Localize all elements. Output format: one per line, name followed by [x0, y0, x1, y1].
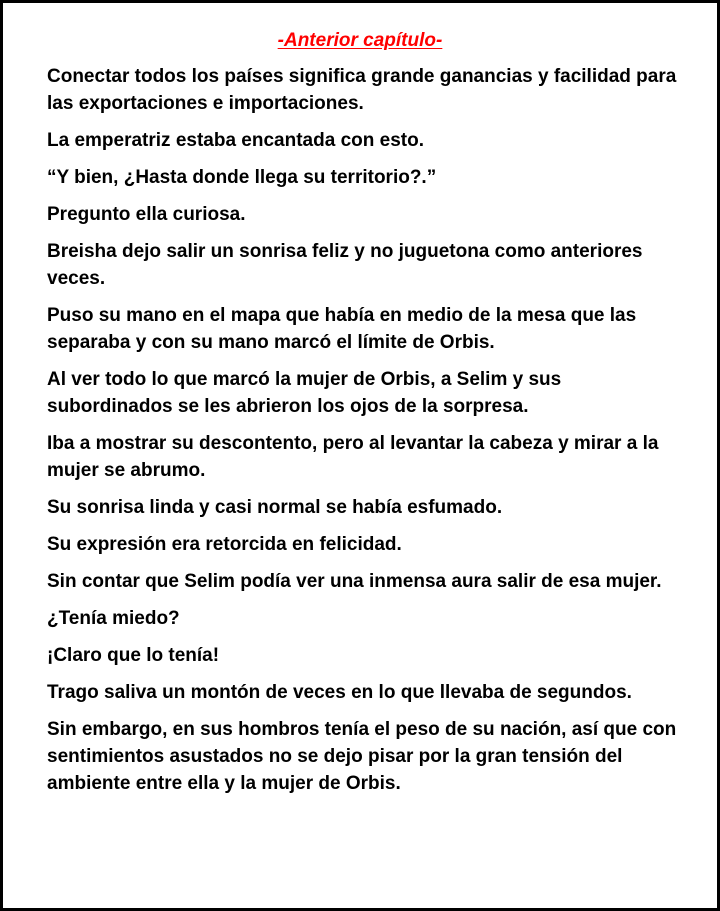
- paragraph: Iba a mostrar su descontento, pero al levantar la cabeza y mirar a la mujer se abrumo.: [47, 433, 659, 481]
- paragraph: Pregunto ella curiosa.: [47, 204, 246, 225]
- paragraph: Su sonrisa linda y casi normal se había esfumado.: [47, 497, 503, 518]
- paragraph: La emperatriz estaba encantada con esto.: [47, 130, 424, 151]
- chapter-title: -Anterior capítulo-: [277, 30, 443, 51]
- document-body: [47, 63, 687, 807]
- paragraph: ¿Tenía miedo?: [47, 608, 180, 629]
- paragraph: Puso su mano en el mapa que había en medio de la mesa que las separaba y con su mano marcó el límite de Orbis.: [47, 305, 637, 353]
- paragraph: Sin embargo, en sus hombros tenía el peso de su nación, así que con sentimientos asustados no se dejo pisar por la gran tensión del ambiente entre ella y la mujer de Orbis.: [47, 719, 677, 794]
- paragraph: Breisha dejo salir un sonrisa feliz y no juguetona como anteriores veces.: [47, 241, 643, 289]
- paragraph: ¡Claro que lo tenía!: [47, 645, 220, 666]
- paragraph: Al ver todo lo que marcó la mujer de Orbis, a Selim y sus subordinados se les abrieron los ojos de la sorpresa.: [47, 369, 562, 417]
- paragraph: Conectar todos los países significa grande ganancias y facilidad para las exportaciones e importaciones.: [47, 66, 677, 114]
- paragraph: “Y bien, ¿Hasta donde llega su territorio?.”: [47, 167, 437, 188]
- paragraph: Su expresión era retorcida en felicidad.: [47, 534, 402, 555]
- paragraph: Trago saliva un montón de veces en lo que llevaba de segundos.: [47, 682, 632, 703]
- paragraph: Sin contar que Selim podía ver una inmensa aura salir de esa mujer.: [47, 571, 662, 592]
